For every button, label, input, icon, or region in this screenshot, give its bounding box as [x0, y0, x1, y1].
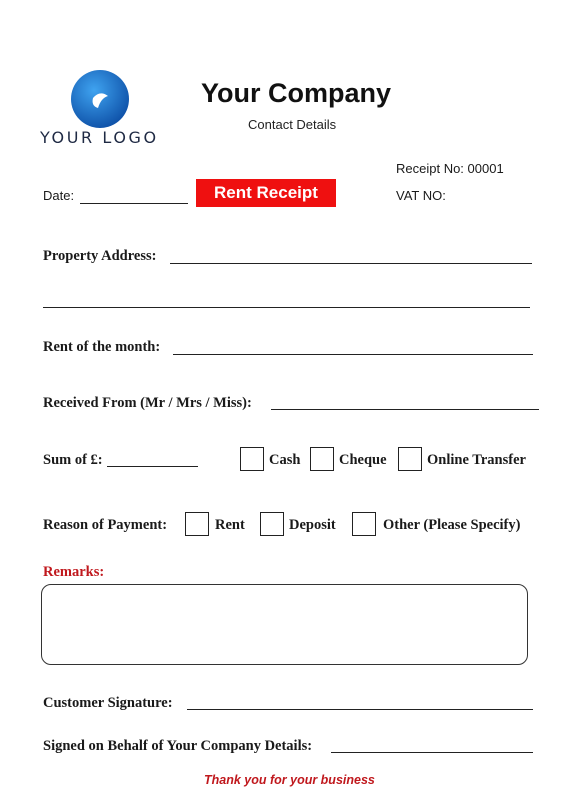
vat-number: VAT NO: — [396, 188, 446, 203]
received-from-label: Received From (Mr / Mrs / Miss): — [43, 395, 252, 411]
company-name: Your Company — [201, 78, 392, 108]
rent-month-line[interactable] — [173, 354, 533, 355]
remarks-label: Remarks: — [43, 564, 105, 580]
thank-you-note: Thank you for your business — [204, 773, 375, 787]
other-label: Other (Please Specify) — [383, 517, 521, 533]
contact-details: Contact Details — [248, 117, 337, 132]
signed-on-behalf-label: Signed on Behalf of Your Company Details: — [43, 738, 313, 754]
customer-signature-label: Customer Signature: — [43, 695, 173, 711]
logo-text: YOUR LOGO — [40, 128, 159, 147]
sum-label: Sum of £: — [43, 452, 103, 468]
cash-label: Cash — [269, 452, 301, 468]
cash-checkbox[interactable] — [240, 447, 264, 471]
other-checkbox[interactable] — [352, 512, 376, 536]
rent-checkbox[interactable] — [185, 512, 209, 536]
customer-signature-line[interactable] — [187, 709, 533, 710]
sum-line[interactable] — [107, 466, 198, 467]
company-logo-icon — [71, 70, 129, 128]
cheque-checkbox[interactable] — [310, 447, 334, 471]
property-address-line-2[interactable] — [43, 307, 530, 308]
deposit-label: Deposit — [289, 517, 336, 533]
deposit-checkbox[interactable] — [260, 512, 284, 536]
reason-label: Reason of Payment: — [43, 517, 168, 533]
online-transfer-checkbox[interactable] — [398, 447, 422, 471]
signed-on-behalf-line[interactable] — [331, 752, 533, 753]
rent-month-label: Rent of the month: — [43, 339, 161, 355]
rent-receipt-badge: Rent Receipt — [196, 179, 336, 207]
date-label: Date: — [43, 188, 75, 203]
rent-reason-label: Rent — [215, 517, 245, 533]
online-transfer-label: Online Transfer — [427, 452, 526, 468]
date-line[interactable] — [80, 203, 188, 204]
cheque-label: Cheque — [339, 452, 387, 468]
property-address-label: Property Address: — [43, 248, 157, 264]
receipt-number: Receipt No: 00001 — [396, 161, 504, 176]
received-from-line[interactable] — [271, 409, 539, 410]
property-address-line[interactable] — [170, 263, 532, 264]
remarks-textarea[interactable] — [41, 584, 528, 665]
